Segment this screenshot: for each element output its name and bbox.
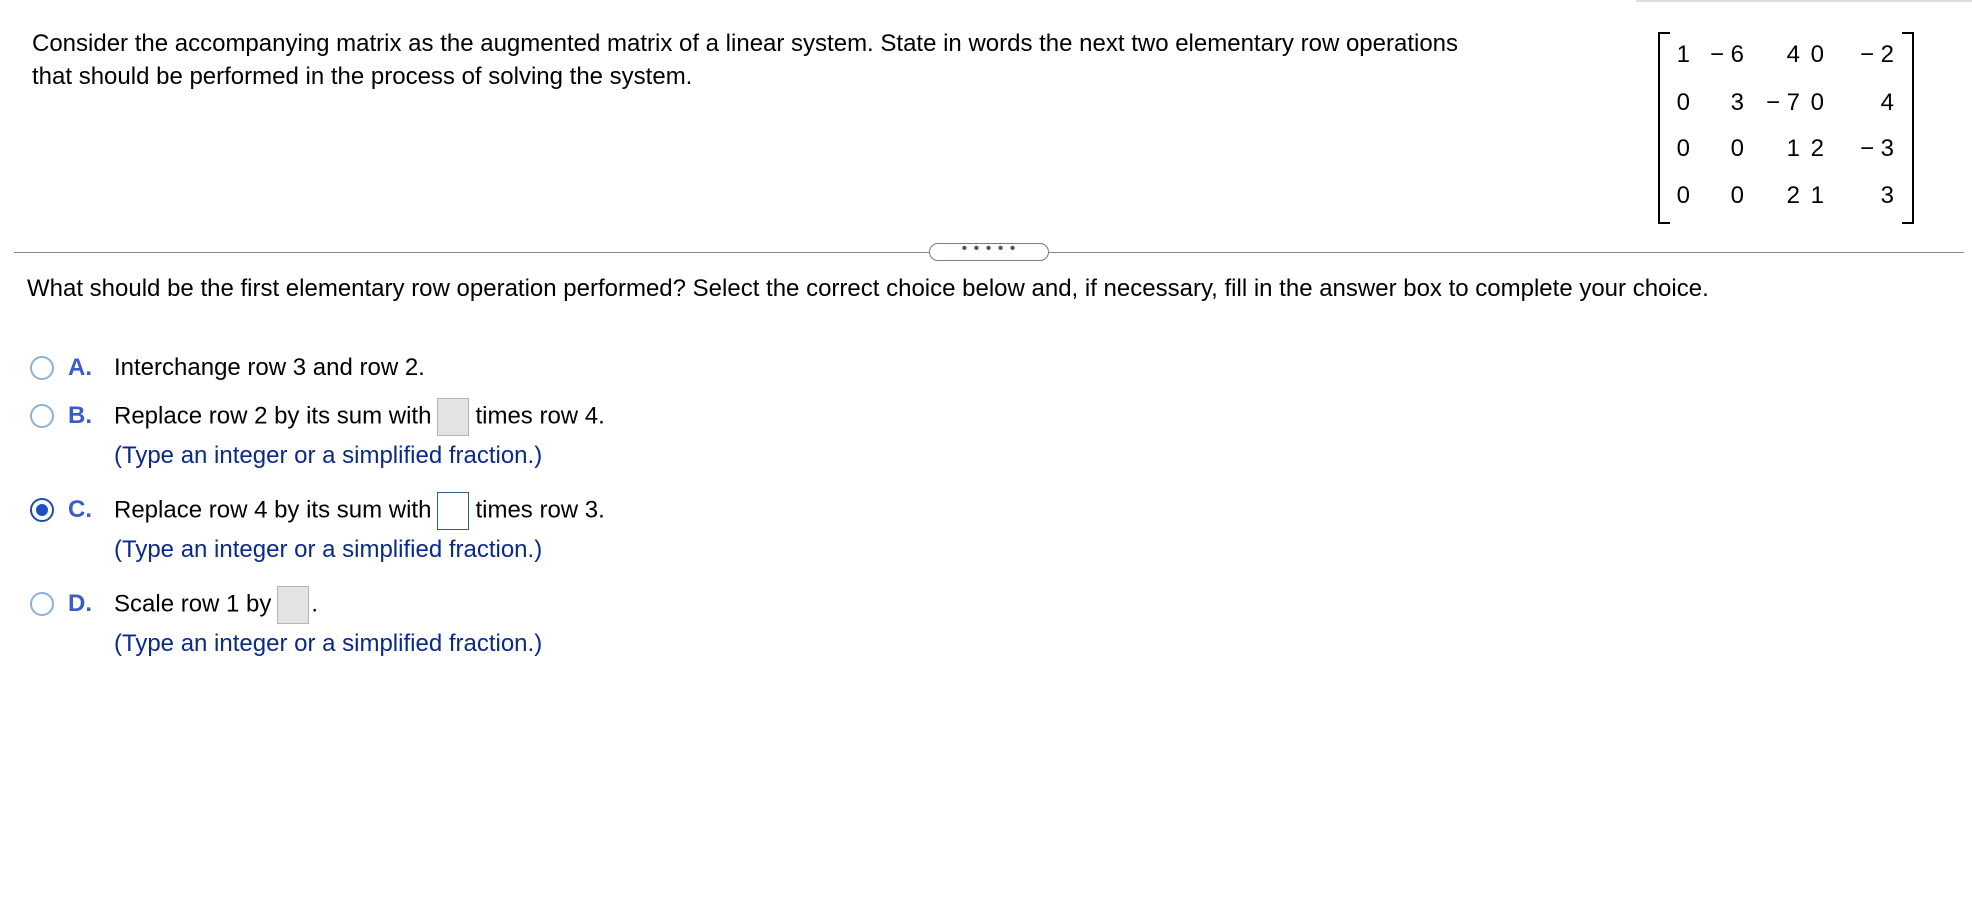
matrix-right-bracket — [1902, 32, 1914, 224]
matrix-cell: 0 — [1676, 89, 1690, 116]
choice-d-hint: (Type an integer or a simplified fraction.) — [114, 630, 543, 657]
matrix-cell: 1 — [1810, 182, 1824, 209]
matrix-cell: 1 — [1676, 41, 1690, 68]
problem-line-1: Consider the accompanying matrix as the augmented matrix of a linear system. State in words the next two elementary row operations — [32, 30, 1459, 57]
choice-a-text: Interchange row 3 and row 2. — [114, 354, 425, 381]
top-border — [1636, 0, 1972, 2]
choice-d-letter: D. — [68, 590, 92, 617]
choice-b-hint: (Type an integer or a simplified fraction.) — [114, 442, 543, 469]
choice-c-text — [114, 492, 605, 530]
problem-line-2: that should be performed in the process of solving the system. — [32, 63, 693, 90]
choice-c-answer-box[interactable] — [437, 492, 469, 530]
choice-b-text-before: Replace row 2 by its sum with — [114, 402, 432, 430]
choice-b-letter: B. — [68, 402, 92, 429]
choice-d-answer-box[interactable] — [277, 586, 309, 624]
choice-d-text-after: . — [311, 590, 319, 618]
augmented-matrix — [1658, 32, 1914, 220]
matrix-cell: 2 — [1786, 182, 1800, 209]
choice-b-text — [114, 398, 605, 436]
choice-a-radio[interactable] — [30, 356, 54, 380]
choice-c-text-after: times row 3. — [475, 496, 605, 524]
question-text: What should be the first elementary row operation performed? Select the correct choice below and, if necessary, fill in the answer box to complete your choice. — [27, 275, 1709, 302]
matrix-cell: − 3 — [1859, 135, 1894, 162]
choice-c-hint: (Type an integer or a simplified fraction.) — [114, 536, 543, 563]
expand-collapse-handle[interactable]: • • • • • — [929, 243, 1049, 261]
matrix-cell: 0 — [1730, 182, 1744, 209]
matrix-cell: 0 — [1810, 89, 1824, 116]
matrix-cell: 3 — [1880, 182, 1894, 209]
matrix-cell: − 7 — [1765, 89, 1800, 116]
matrix-cell: 0 — [1810, 41, 1824, 68]
matrix-cell: 0 — [1676, 135, 1690, 162]
choice-d-text-before: Scale row 1 by — [114, 590, 272, 618]
problem-statement — [32, 27, 1592, 93]
matrix-cell: 4 — [1880, 89, 1894, 116]
choice-d-text — [114, 586, 318, 624]
choice-d-radio[interactable] — [30, 592, 54, 616]
matrix-cell: − 2 — [1859, 41, 1894, 68]
choice-c-text-before: Replace row 4 by its sum with — [114, 496, 432, 524]
choice-b-radio[interactable] — [30, 404, 54, 428]
matrix-cell: 3 — [1730, 89, 1744, 116]
choice-b-text-after: times row 4. — [475, 402, 605, 430]
matrix-cell: 1 — [1786, 135, 1800, 162]
matrix-cell: 0 — [1730, 135, 1744, 162]
choice-a-letter: A. — [68, 354, 92, 381]
choice-c-letter: C. — [68, 496, 92, 523]
choice-b-answer-box[interactable] — [437, 398, 469, 436]
choice-c-radio[interactable] — [30, 498, 54, 522]
matrix-cell: 0 — [1676, 182, 1690, 209]
matrix-cell: − 6 — [1709, 41, 1744, 68]
matrix-cell: 4 — [1786, 41, 1800, 68]
matrix-cell: 2 — [1810, 135, 1824, 162]
